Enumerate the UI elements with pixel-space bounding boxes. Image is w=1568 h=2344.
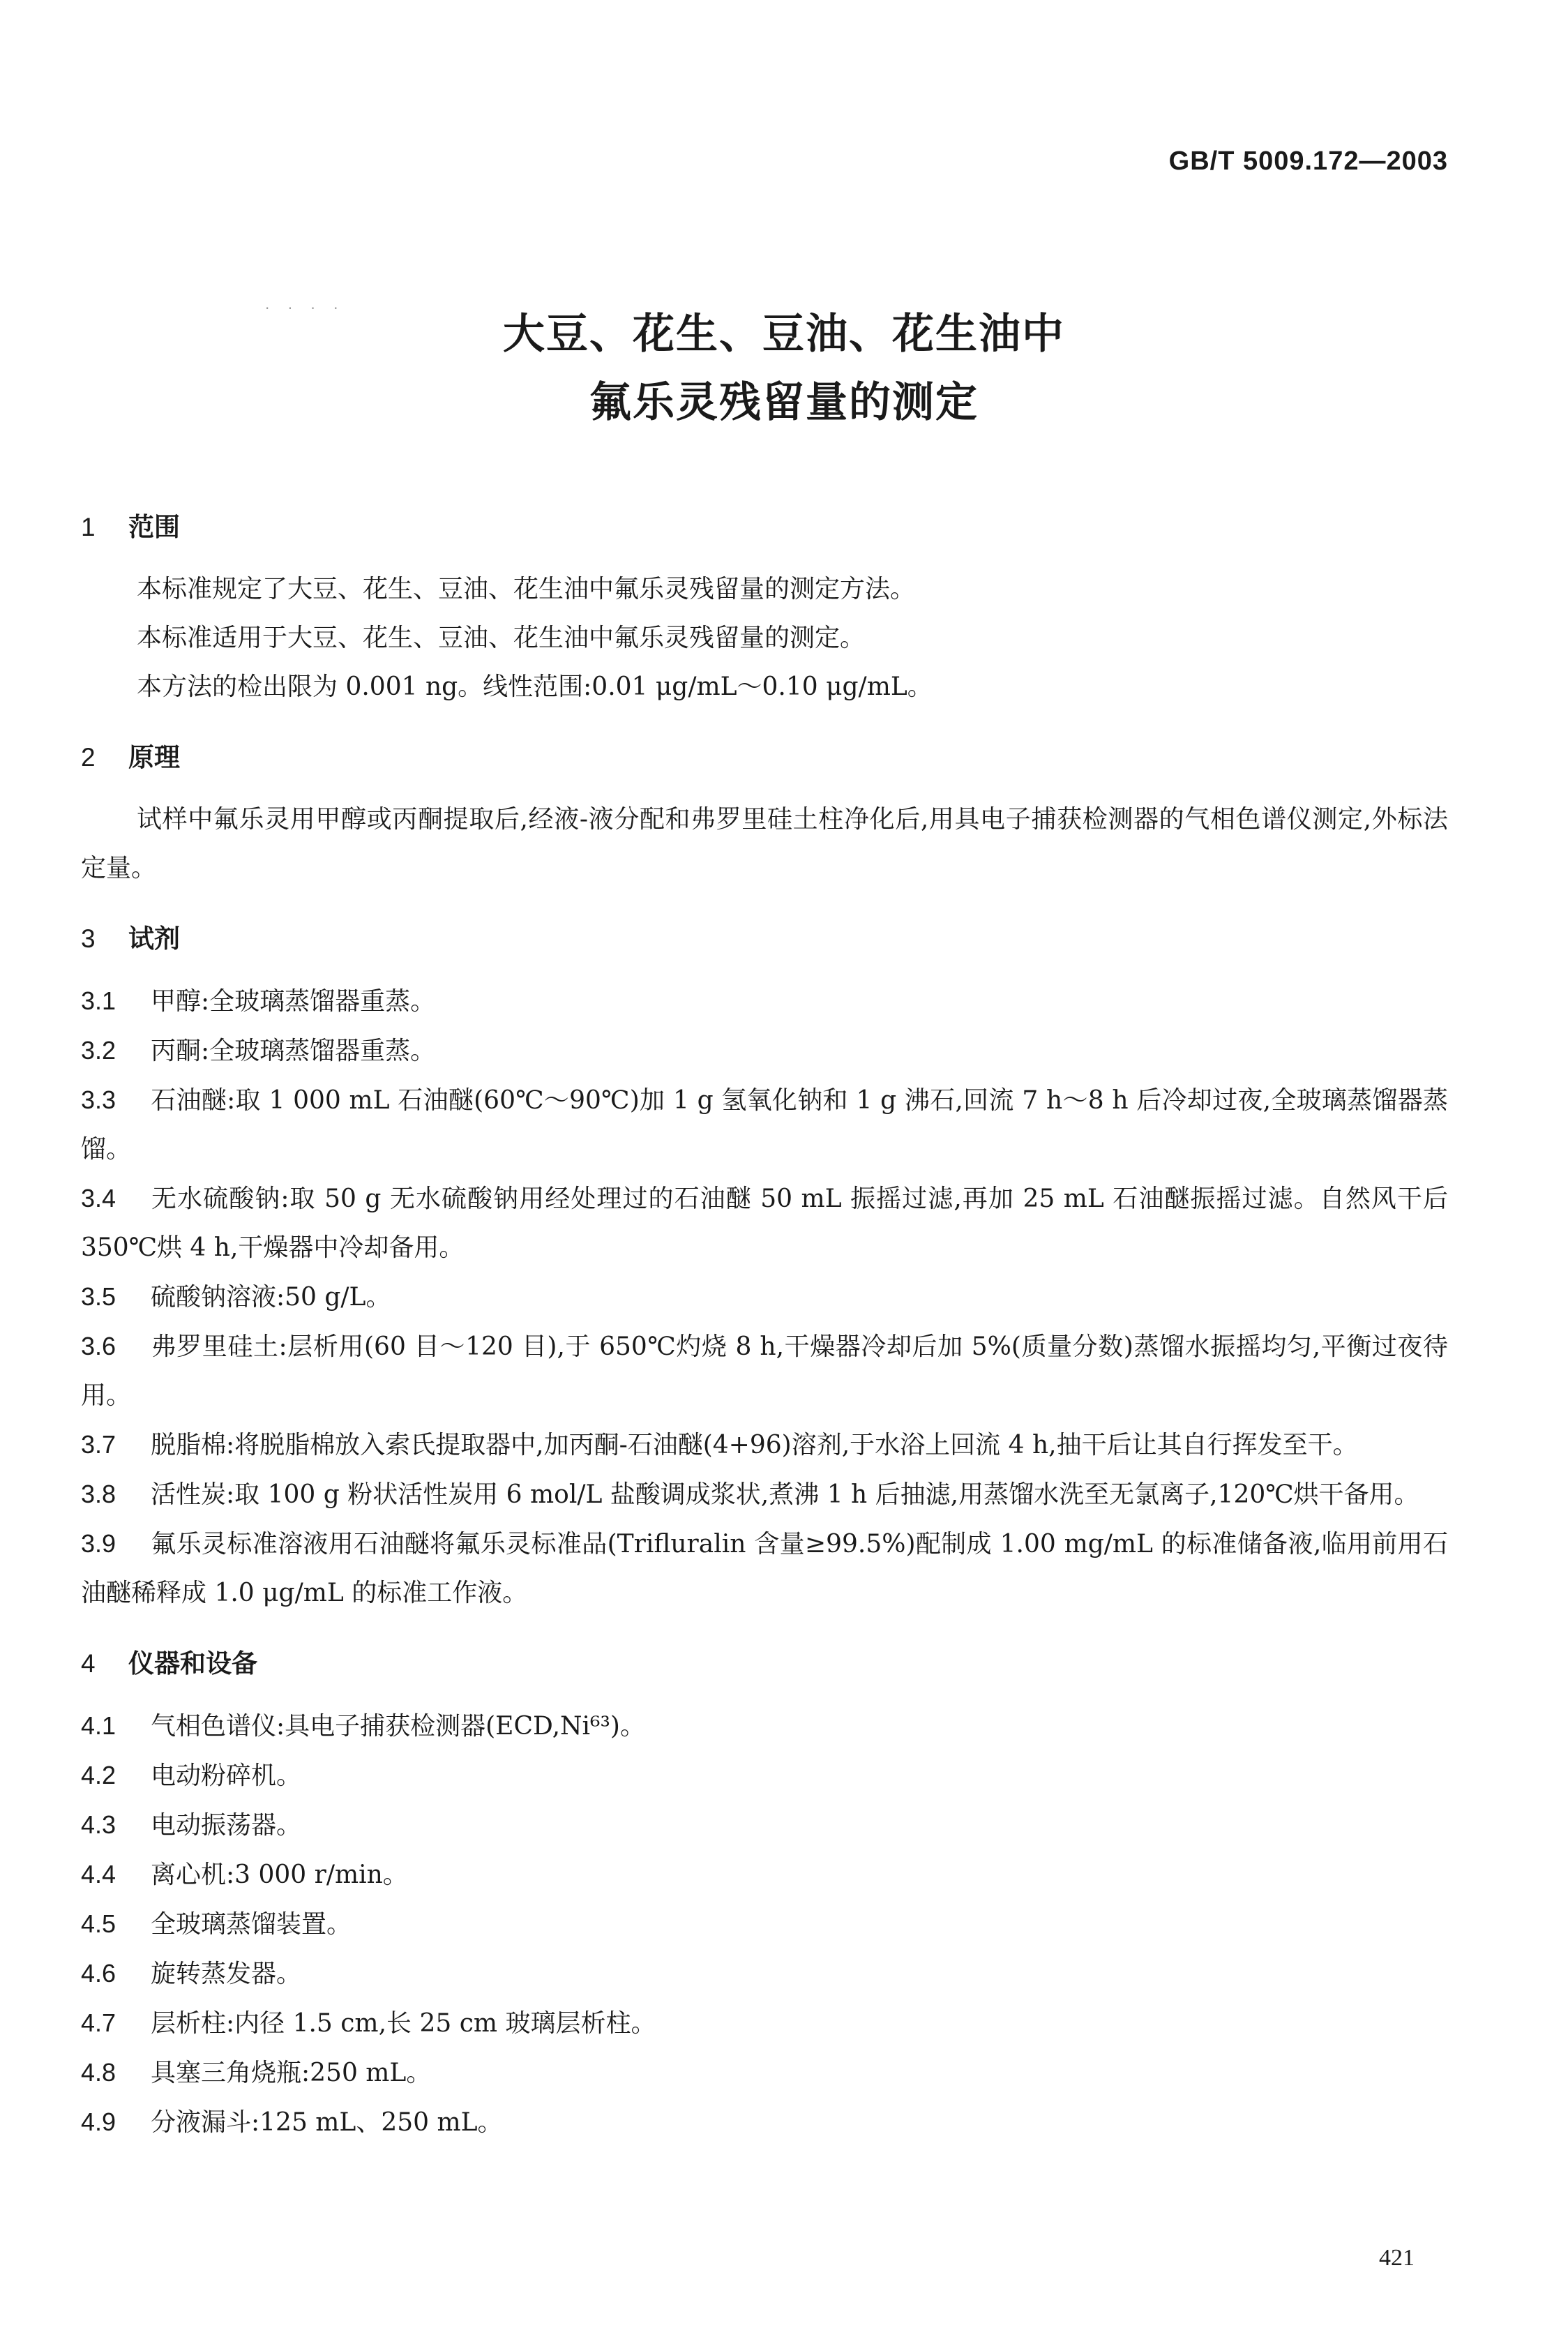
item-text: 气相色谱仪:具电子捕获检测器(ECD,Ni⁶³)。 bbox=[151, 1712, 645, 1741]
list-item bbox=[81, 1272, 1448, 1322]
standard-code: GB/T 5009.172—2003 bbox=[1168, 146, 1448, 176]
list-item bbox=[81, 1076, 1448, 1174]
list-item bbox=[81, 1174, 1448, 1272]
section-title: 原理 bbox=[128, 742, 180, 772]
item-number: 3.2 bbox=[81, 1036, 116, 1065]
item-number: 3.3 bbox=[81, 1085, 116, 1114]
item-number: 4.9 bbox=[81, 2108, 116, 2136]
paragraph: 本方法的检出限为 0.001 ng。线性范围:0.01 μg/mL～0.10 μg/mL。 bbox=[137, 673, 933, 701]
item-number: 4.5 bbox=[81, 1909, 116, 1938]
section-title: 试剂 bbox=[128, 924, 180, 954]
item-text: 分液漏斗:125 mL、250 mL。 bbox=[151, 2108, 503, 2137]
item-text: 甲醇:全玻璃蒸馏器重蒸。 bbox=[151, 987, 436, 1016]
item-number: 4.7 bbox=[81, 2008, 116, 2037]
item-text: 层析柱:内径 1.5 cm,长 25 cm 玻璃层析柱。 bbox=[151, 2009, 656, 2038]
section-heading bbox=[81, 739, 1448, 776]
section-heading bbox=[81, 921, 1448, 957]
item-text: 无水硫酸钠:取 50 g 无水硫酸钠用经处理过的石油醚 50 mL 振摇过滤,再加 25 mL 石油醚振摇过滤。自然风干后 350℃烘 4 h,干燥器中冷却备用。 bbox=[81, 1185, 1448, 1262]
list-item bbox=[81, 1470, 1448, 1519]
item-number: 4.3 bbox=[81, 1810, 116, 1839]
section-reagents bbox=[81, 921, 1448, 1618]
list-item bbox=[81, 977, 1448, 1026]
item-number: 3.6 bbox=[81, 1332, 116, 1360]
item-text: 具塞三角烧瓶:250 mL。 bbox=[151, 2059, 432, 2087]
section-number: 2 bbox=[81, 743, 96, 772]
list-item bbox=[81, 1850, 1448, 1900]
list-item bbox=[81, 1026, 1448, 1076]
section-number: 1 bbox=[81, 513, 96, 541]
item-number: 4.1 bbox=[81, 1711, 116, 1740]
item-text: 旋转蒸发器。 bbox=[151, 1960, 302, 1988]
scan-artifact: · · · · bbox=[265, 300, 345, 317]
list-item bbox=[81, 2048, 1448, 2098]
section-apparatus bbox=[81, 1646, 1448, 2147]
title-line-1: 大豆、花生、豆油、花生油中 bbox=[503, 310, 1065, 359]
item-number: 4.4 bbox=[81, 1860, 116, 1888]
list-item bbox=[81, 1999, 1448, 2048]
section-heading bbox=[81, 1646, 1448, 1682]
paragraph: 本标准规定了大豆、花生、豆油、花生油中氟乐灵残留量的测定方法。 bbox=[137, 575, 916, 603]
section-scope bbox=[81, 509, 1448, 712]
list-item bbox=[81, 1751, 1448, 1801]
item-text: 丙酮:全玻璃蒸馏器重蒸。 bbox=[151, 1037, 436, 1065]
item-number: 4.6 bbox=[81, 1959, 116, 1988]
item-text: 脱脂棉:将脱脂棉放入索氏提取器中,加丙酮-石油醚(4+96)溶剂,于水浴上回流 4 h,抽干后让其自行挥发至干。 bbox=[151, 1431, 1358, 1459]
item-text: 石油醚:取 1 000 mL 石油醚(60℃～90℃)加 1 g 氢氧化钠和 1 g 沸石,回流 7 h～8 h 后冷却过夜,全玻璃蒸馏器蒸馏。 bbox=[81, 1086, 1448, 1164]
item-number: 4.2 bbox=[81, 1761, 116, 1789]
item-text: 弗罗里硅土:层析用(60 目～120 目),于 650℃灼烧 8 h,干燥器冷却后加 5%(质量分数)蒸馏水振摇均匀,平衡过夜待用。 bbox=[81, 1332, 1448, 1410]
item-number: 3.9 bbox=[81, 1529, 116, 1558]
list-item bbox=[81, 1949, 1448, 1999]
item-number: 3.8 bbox=[81, 1480, 116, 1508]
section-title: 范围 bbox=[128, 512, 180, 542]
item-text: 电动粉碎机。 bbox=[151, 1761, 302, 1790]
list-item bbox=[81, 1420, 1448, 1470]
list-item bbox=[81, 1900, 1448, 1949]
item-text: 电动振荡器。 bbox=[151, 1811, 302, 1840]
item-number: 4.8 bbox=[81, 2058, 116, 2087]
section-title: 仪器和设备 bbox=[128, 1648, 257, 1678]
section-number: 3 bbox=[81, 924, 96, 953]
list-item bbox=[81, 2098, 1448, 2147]
item-number: 3.4 bbox=[81, 1184, 116, 1212]
item-number: 3.5 bbox=[81, 1282, 116, 1311]
item-text: 活性炭:取 100 g 粉状活性炭用 6 mol/L 盐酸调成浆状,煮沸 1 h 后抽滤,用蒸馏水洗至无氯离子,120℃烘干备用。 bbox=[151, 1480, 1419, 1509]
title-line-2: 氟乐灵残留量的测定 bbox=[589, 378, 979, 427]
item-text: 离心机:3 000 r/min。 bbox=[151, 1861, 408, 1889]
section-number: 4 bbox=[81, 1649, 96, 1678]
document-body bbox=[81, 509, 1448, 2147]
section-heading bbox=[81, 509, 1448, 546]
item-text: 氟乐灵标准溶液用石油醚将氟乐灵标准品(Trifluralin 含量≥99.5%)配制成 1.00 mg/mL 的标准储备液,临用前用石油醚稀释成 1.0 μg/mL 的标准工作液。 bbox=[81, 1530, 1448, 1607]
list-item bbox=[81, 1701, 1448, 1751]
paragraph: 本标准适用于大豆、花生、豆油、花生油中氟乐灵残留量的测定。 bbox=[137, 624, 866, 652]
list-item bbox=[81, 1801, 1448, 1850]
page-number: 421 bbox=[1379, 2245, 1415, 2271]
item-text: 全玻璃蒸馏装置。 bbox=[151, 1910, 352, 1939]
list-item bbox=[81, 1322, 1448, 1420]
list-item bbox=[81, 1519, 1448, 1618]
paragraph: 试样中氟乐灵用甲醇或丙酮提取后,经液-液分配和弗罗里硅土柱净化后,用具电子捕获检测器的气相色谱仪测定,外标法定量。 bbox=[81, 805, 1448, 882]
item-number: 3.1 bbox=[81, 986, 116, 1015]
section-principle bbox=[81, 739, 1448, 893]
item-text: 硫酸钠溶液:50 g/L。 bbox=[151, 1283, 391, 1312]
document-title bbox=[0, 300, 1568, 437]
item-number: 3.7 bbox=[81, 1430, 116, 1459]
